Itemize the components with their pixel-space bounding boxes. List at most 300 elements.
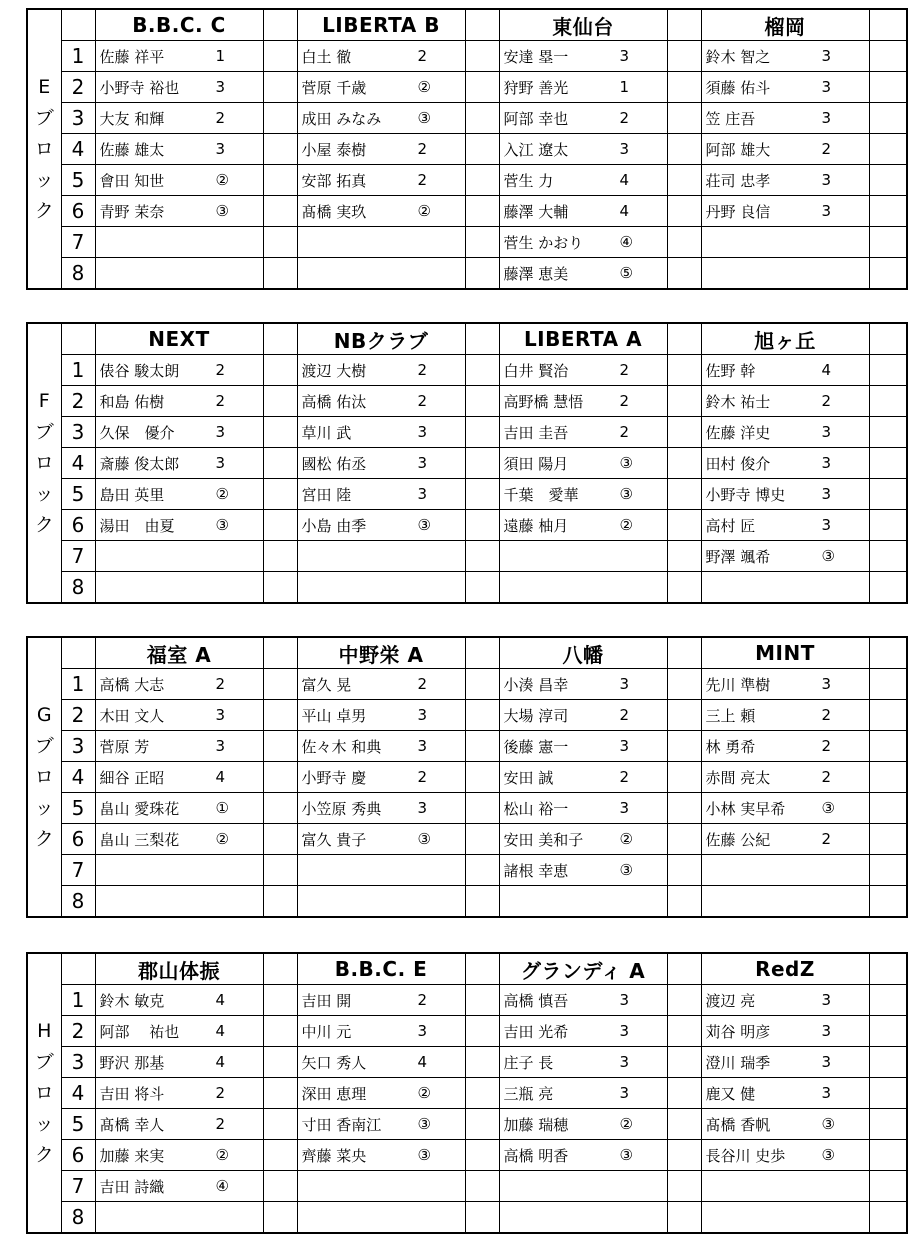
block-label-text: Fブロック [34,389,54,536]
player-check-box[interactable] [667,258,701,290]
player-grade: 4 [215,1022,226,1040]
player-grade: ③ [619,1146,633,1164]
player-check-box[interactable] [869,227,907,258]
row-number: 8 [61,572,95,604]
player-check-box[interactable] [263,1047,297,1078]
table-row [27,541,907,572]
player-check-box[interactable] [667,227,701,258]
table-row [27,1171,907,1202]
player-cell [499,886,667,918]
player-grade: ③ [821,547,835,565]
player-grade: 2 [417,361,428,379]
player-grade: 3 [215,78,226,96]
row-number: 5 [61,479,95,510]
player-cell [297,448,465,479]
player-cell [701,700,869,731]
player-check-box[interactable] [465,855,499,886]
team-name: RedZ [701,953,869,985]
player-grade: 2 [821,140,832,158]
player-cell [297,762,465,793]
team-check-box[interactable] [263,323,297,355]
player-check-box[interactable] [667,134,701,165]
player-check-box[interactable] [667,572,701,604]
player-name: 畠山 三梨花 [99,830,180,849]
table-row [27,824,907,855]
table-row [27,165,907,196]
team-check-box[interactable] [869,953,907,985]
player-check-box[interactable] [465,1171,499,1202]
player-check-box[interactable] [667,417,701,448]
player-check-box[interactable] [869,1047,907,1078]
table-row [27,572,907,604]
player-name: 湯田 由夏 [99,516,175,535]
player-cell [95,72,263,103]
row-number: 2 [61,700,95,731]
table-row [27,417,907,448]
player-check-box[interactable] [263,510,297,541]
player-check-box[interactable] [667,41,701,72]
player-check-box[interactable] [465,762,499,793]
player-check-box[interactable] [465,572,499,604]
player-cell [95,541,263,572]
player-check-box[interactable] [263,227,297,258]
player-check-box[interactable] [263,1171,297,1202]
player-cell [95,196,263,227]
player-cell [297,1016,465,1047]
player-check-box[interactable] [263,479,297,510]
table-row [27,103,907,134]
player-check-box[interactable] [869,1109,907,1140]
player-check-box[interactable] [465,1016,499,1047]
row-number: 8 [61,258,95,290]
player-check-box[interactable] [263,41,297,72]
player-cell [95,479,263,510]
player-name: 須藤 佑斗 [705,78,771,97]
player-check-box[interactable] [869,41,907,72]
player-grade: 3 [821,516,832,534]
player-name: 成田 みなみ [301,109,382,128]
player-check-box[interactable] [869,417,907,448]
player-check-box[interactable] [263,1078,297,1109]
player-cell [499,355,667,386]
player-check-box[interactable] [869,824,907,855]
player-check-box[interactable] [667,72,701,103]
player-check-box[interactable] [667,541,701,572]
player-cell [297,479,465,510]
player-name: 渡辺 大樹 [301,361,367,380]
player-grade: 2 [619,361,630,379]
row-number: 7 [61,227,95,258]
team-check-box[interactable] [263,9,297,41]
player-check-box[interactable] [263,417,297,448]
player-check-box[interactable] [465,1140,499,1171]
row-number: 6 [61,1140,95,1171]
player-check-box[interactable] [667,824,701,855]
player-check-box[interactable] [263,103,297,134]
player-check-box[interactable] [263,855,297,886]
player-check-box[interactable] [869,196,907,227]
player-check-box[interactable] [667,855,701,886]
player-check-box[interactable] [263,134,297,165]
player-cell [701,669,869,700]
player-check-box[interactable] [869,386,907,417]
player-check-box[interactable] [869,1016,907,1047]
player-grade: 3 [619,1053,630,1071]
player-name: 宮田 陸 [301,485,352,504]
player-cell [297,824,465,855]
block-label [27,9,61,289]
team-check-box[interactable] [465,953,499,985]
player-check-box[interactable] [263,669,297,700]
header-corner [61,9,95,41]
player-cell [499,72,667,103]
team-check-box[interactable] [869,323,907,355]
player-grade: ② [417,78,431,96]
row-number: 2 [61,1016,95,1047]
player-check-box[interactable] [465,1078,499,1109]
player-cell [95,134,263,165]
player-cell [701,731,869,762]
player-check-box[interactable] [869,572,907,604]
team-name: MINT [701,637,869,669]
player-check-box[interactable] [263,1140,297,1171]
player-check-box[interactable] [869,855,907,886]
player-grade: 2 [619,392,630,410]
player-grade: 3 [417,706,428,724]
player-name: 小島 由季 [301,516,367,535]
player-check-box[interactable] [869,258,907,290]
player-grade: 3 [417,799,428,817]
player-check-box[interactable] [465,1047,499,1078]
player-cell [297,196,465,227]
player-cell [297,1109,465,1140]
player-check-box[interactable] [869,541,907,572]
player-check-box[interactable] [667,1109,701,1140]
row-number: 1 [61,355,95,386]
player-check-box[interactable] [869,985,907,1016]
player-grade: 4 [215,1053,226,1071]
player-check-box[interactable] [263,793,297,824]
player-check-box[interactable] [465,985,499,1016]
team-check-box[interactable] [465,637,499,669]
team-check-box[interactable] [465,9,499,41]
player-grade: ③ [417,109,431,127]
player-name: 野沢 那基 [99,1053,165,1072]
row-number: 2 [61,72,95,103]
player-check-box[interactable] [263,1202,297,1234]
player-check-box[interactable] [263,1016,297,1047]
player-check-box[interactable] [869,1140,907,1171]
player-name: 林 勇希 [705,737,756,756]
player-check-box[interactable] [869,479,907,510]
player-grade: 3 [821,675,832,693]
player-check-box[interactable] [869,700,907,731]
player-grade: 3 [821,171,832,189]
player-grade: 3 [417,737,428,755]
player-check-box[interactable] [263,165,297,196]
player-check-box[interactable] [667,386,701,417]
player-check-box[interactable] [263,541,297,572]
player-check-box[interactable] [667,731,701,762]
player-check-box[interactable] [869,1171,907,1202]
table-row [27,1047,907,1078]
player-name: 富久 貴子 [301,830,367,849]
player-cell [95,448,263,479]
player-cell [297,886,465,918]
player-check-box[interactable] [667,1016,701,1047]
player-check-box[interactable] [465,165,499,196]
player-cell [297,793,465,824]
player-check-box[interactable] [263,196,297,227]
player-check-box[interactable] [465,541,499,572]
player-name: 藤澤 大輔 [503,202,569,221]
player-check-box[interactable] [465,510,499,541]
player-grade: 2 [821,768,832,786]
player-check-box[interactable] [465,258,499,290]
team-name: B.B.C. E [297,953,465,985]
team-check-box[interactable] [667,9,701,41]
team-header-row [27,323,907,355]
table-row [27,669,907,700]
player-cell [297,669,465,700]
player-cell [95,731,263,762]
player-check-box[interactable] [465,103,499,134]
player-name: 安達 塁一 [503,47,569,66]
player-grade: 3 [619,991,630,1009]
player-check-box[interactable] [869,355,907,386]
player-check-box[interactable] [263,572,297,604]
player-grade: ② [619,516,633,534]
player-grade: 2 [417,392,428,410]
player-check-box[interactable] [667,165,701,196]
player-check-box[interactable] [667,448,701,479]
player-name: 荘司 忠孝 [705,171,771,190]
roster-table [26,322,908,604]
player-cell [701,1016,869,1047]
player-cell [499,731,667,762]
player-cell [499,1047,667,1078]
player-name: 高村 匠 [705,516,756,535]
player-grade: 3 [619,140,630,158]
player-check-box[interactable] [465,417,499,448]
team-check-box[interactable] [667,637,701,669]
player-check-box[interactable] [465,731,499,762]
player-cell [701,386,869,417]
player-check-box[interactable] [667,985,701,1016]
player-cell [499,1171,667,1202]
row-number: 3 [61,103,95,134]
player-cell [95,886,263,918]
player-grade: 2 [417,768,428,786]
player-check-box[interactable] [263,258,297,290]
player-name: 菅生 力 [503,171,554,190]
player-grade: 1 [215,47,226,65]
player-check-box[interactable] [667,669,701,700]
player-check-box[interactable] [667,793,701,824]
player-grade: ④ [619,233,633,251]
player-cell [499,855,667,886]
player-name: 後藤 憲一 [503,737,569,756]
player-grade: 2 [417,675,428,693]
player-check-box[interactable] [869,731,907,762]
player-cell [95,700,263,731]
player-check-box[interactable] [465,886,499,918]
player-check-box[interactable] [465,824,499,855]
player-check-box[interactable] [869,448,907,479]
player-name: 斎藤 俊太郎 [99,454,180,473]
player-cell [499,386,667,417]
player-check-box[interactable] [263,72,297,103]
player-name: 先川 準樹 [705,675,771,694]
player-check-box[interactable] [869,134,907,165]
player-check-box[interactable] [869,165,907,196]
player-grade: 3 [619,675,630,693]
player-grade: 2 [417,991,428,1009]
player-check-box[interactable] [667,1171,701,1202]
player-check-box[interactable] [667,700,701,731]
player-name: 吉田 光希 [503,1022,569,1041]
player-grade: 2 [215,1084,226,1102]
player-check-box[interactable] [667,762,701,793]
player-cell [701,855,869,886]
player-cell [297,985,465,1016]
row-number: 1 [61,985,95,1016]
player-grade: ③ [619,454,633,472]
player-grade: 3 [417,454,428,472]
player-name: 佐藤 洋史 [705,423,771,442]
player-cell [701,165,869,196]
player-check-box[interactable] [667,196,701,227]
player-name: 俵谷 駿太朗 [99,361,180,380]
player-check-box[interactable] [465,1109,499,1140]
player-check-box[interactable] [869,669,907,700]
player-grade: 2 [215,392,226,410]
player-name: 庄子 長 [503,1053,554,1072]
table-row [27,41,907,72]
player-check-box[interactable] [667,1078,701,1109]
player-check-box[interactable] [263,762,297,793]
player-cell [499,510,667,541]
team-name: LIBERTA B [297,9,465,41]
player-name: 菅原 芳 [99,737,150,756]
team-name: 中野栄 A [297,637,465,669]
player-check-box[interactable] [667,103,701,134]
player-check-box[interactable] [465,448,499,479]
player-check-box[interactable] [465,669,499,700]
player-check-box[interactable] [465,196,499,227]
player-cell [95,386,263,417]
player-grade: ② [619,830,633,848]
row-number: 7 [61,541,95,572]
player-name: 草川 武 [301,423,352,442]
table-row [27,886,907,918]
table-row [27,700,907,731]
player-check-box[interactable] [869,886,907,918]
player-check-box[interactable] [263,824,297,855]
player-check-box[interactable] [869,510,907,541]
player-name: 安田 美和子 [503,830,584,849]
player-check-box[interactable] [465,386,499,417]
team-check-box[interactable] [869,637,907,669]
player-check-box[interactable] [263,731,297,762]
table-row [27,386,907,417]
player-check-box[interactable] [465,479,499,510]
player-cell [95,41,263,72]
player-check-box[interactable] [465,227,499,258]
player-name: 狩野 善光 [503,78,569,97]
player-name: 深田 恵理 [301,1084,367,1103]
block-1 [26,322,906,598]
player-cell [297,1202,465,1234]
player-check-box[interactable] [869,793,907,824]
player-cell [95,510,263,541]
player-check-box[interactable] [667,886,701,918]
team-check-box[interactable] [263,637,297,669]
player-check-box[interactable] [869,1078,907,1109]
player-cell [499,572,667,604]
player-check-box[interactable] [263,355,297,386]
player-cell [95,165,263,196]
player-check-box[interactable] [465,72,499,103]
player-check-box[interactable] [667,510,701,541]
player-cell [297,700,465,731]
player-check-box[interactable] [263,886,297,918]
player-name: 小屋 泰樹 [301,140,367,159]
player-name: 加藤 来実 [99,1146,165,1165]
team-check-box[interactable] [869,9,907,41]
player-cell [95,1047,263,1078]
player-cell [499,1016,667,1047]
player-check-box[interactable] [667,1202,701,1234]
player-check-box[interactable] [465,1202,499,1234]
row-number: 8 [61,1202,95,1234]
player-cell [499,700,667,731]
player-check-box[interactable] [667,355,701,386]
player-check-box[interactable] [869,72,907,103]
player-check-box[interactable] [869,762,907,793]
player-name: 赤間 亮太 [705,768,771,787]
player-name: 松山 裕一 [503,799,569,818]
table-row [27,1109,907,1140]
player-check-box[interactable] [869,103,907,134]
team-check-box[interactable] [667,323,701,355]
player-check-box[interactable] [667,1047,701,1078]
player-check-box[interactable] [263,700,297,731]
player-check-box[interactable] [465,41,499,72]
player-check-box[interactable] [465,793,499,824]
team-check-box[interactable] [465,323,499,355]
player-check-box[interactable] [667,1140,701,1171]
player-check-box[interactable] [465,355,499,386]
player-check-box[interactable] [465,134,499,165]
team-check-box[interactable] [263,953,297,985]
player-name: 吉田 開 [301,991,352,1010]
player-cell [701,510,869,541]
player-grade: ① [215,799,229,817]
player-check-box[interactable] [263,985,297,1016]
player-check-box[interactable] [263,386,297,417]
player-check-box[interactable] [465,700,499,731]
player-check-box[interactable] [263,448,297,479]
player-check-box[interactable] [869,1202,907,1234]
player-cell [499,985,667,1016]
player-cell [499,417,667,448]
player-check-box[interactable] [667,479,701,510]
team-check-box[interactable] [667,953,701,985]
player-name: 國松 佑丞 [301,454,367,473]
player-cell [499,824,667,855]
player-check-box[interactable] [263,1109,297,1140]
